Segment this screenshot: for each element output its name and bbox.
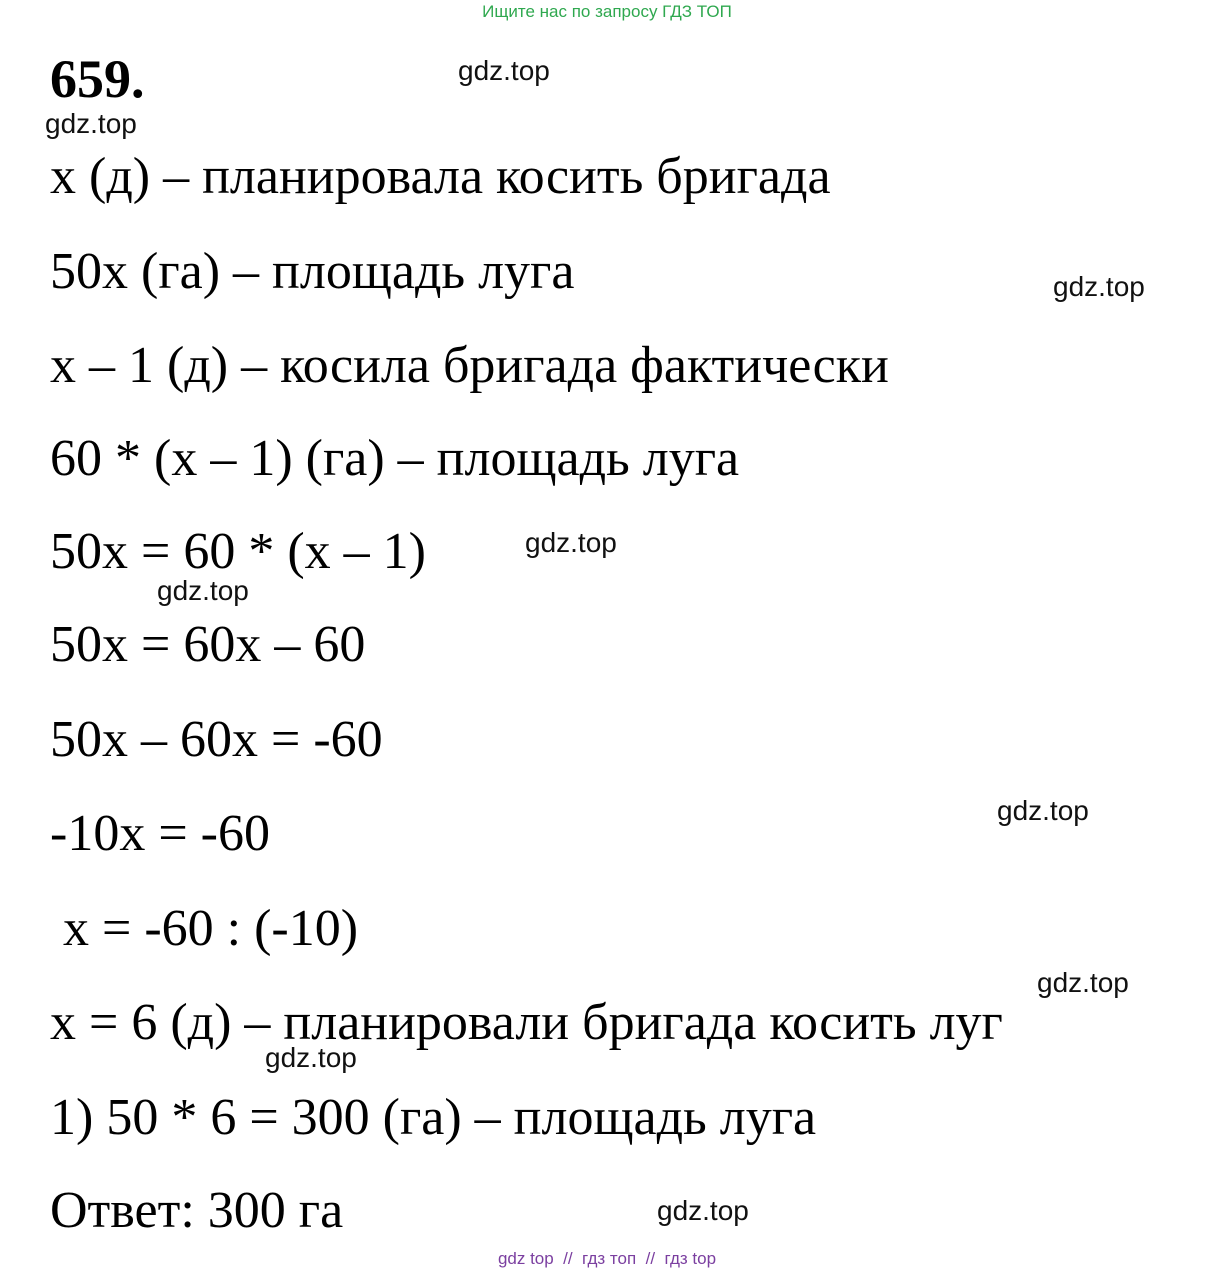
watermark: gdz.top (157, 575, 249, 606)
solution-line: 1) 50 * 6 = 300 (га) – площадь луга (50, 1089, 817, 1146)
solution-line: 50x (га) – площадь луга (50, 243, 575, 300)
problem-number: 659. (50, 49, 145, 109)
watermark: gdz.top (997, 795, 1089, 826)
watermark: gdz.top (1037, 967, 1129, 998)
header-note: Ищите нас по запросу ГДЗ ТОП (482, 2, 732, 21)
solution-line: 60 * (x – 1) (га) – площадь луга (50, 430, 740, 487)
watermark: gdz.top (265, 1042, 357, 1073)
solution-line: -10x = -60 (50, 805, 270, 862)
watermark: gdz.top (525, 527, 617, 558)
solution-line: x (д) – планировала косить бригада (50, 148, 831, 205)
watermark: gdz.top (657, 1195, 749, 1226)
watermark: gdz.top (1053, 271, 1145, 302)
solution-line: x – 1 (д) – косила бригада фактически (50, 337, 889, 394)
watermark: gdz.top (45, 108, 137, 139)
watermark: gdz.top (458, 55, 550, 86)
footer-note: gdz top // гдз топ // гдз top (497, 1249, 717, 1268)
answer-line: Ответ: 300 га (50, 1182, 344, 1239)
solution-line: 50x = 60x – 60 (50, 616, 366, 673)
solution-line: x = 6 (д) – планировали бригада косить луг (50, 994, 1003, 1051)
solution-line: 50x = 60 * (x – 1) (50, 523, 426, 580)
solution-line: 50x – 60x = -60 (50, 711, 383, 768)
solution-line: x = -60 : (-10) (50, 900, 359, 957)
